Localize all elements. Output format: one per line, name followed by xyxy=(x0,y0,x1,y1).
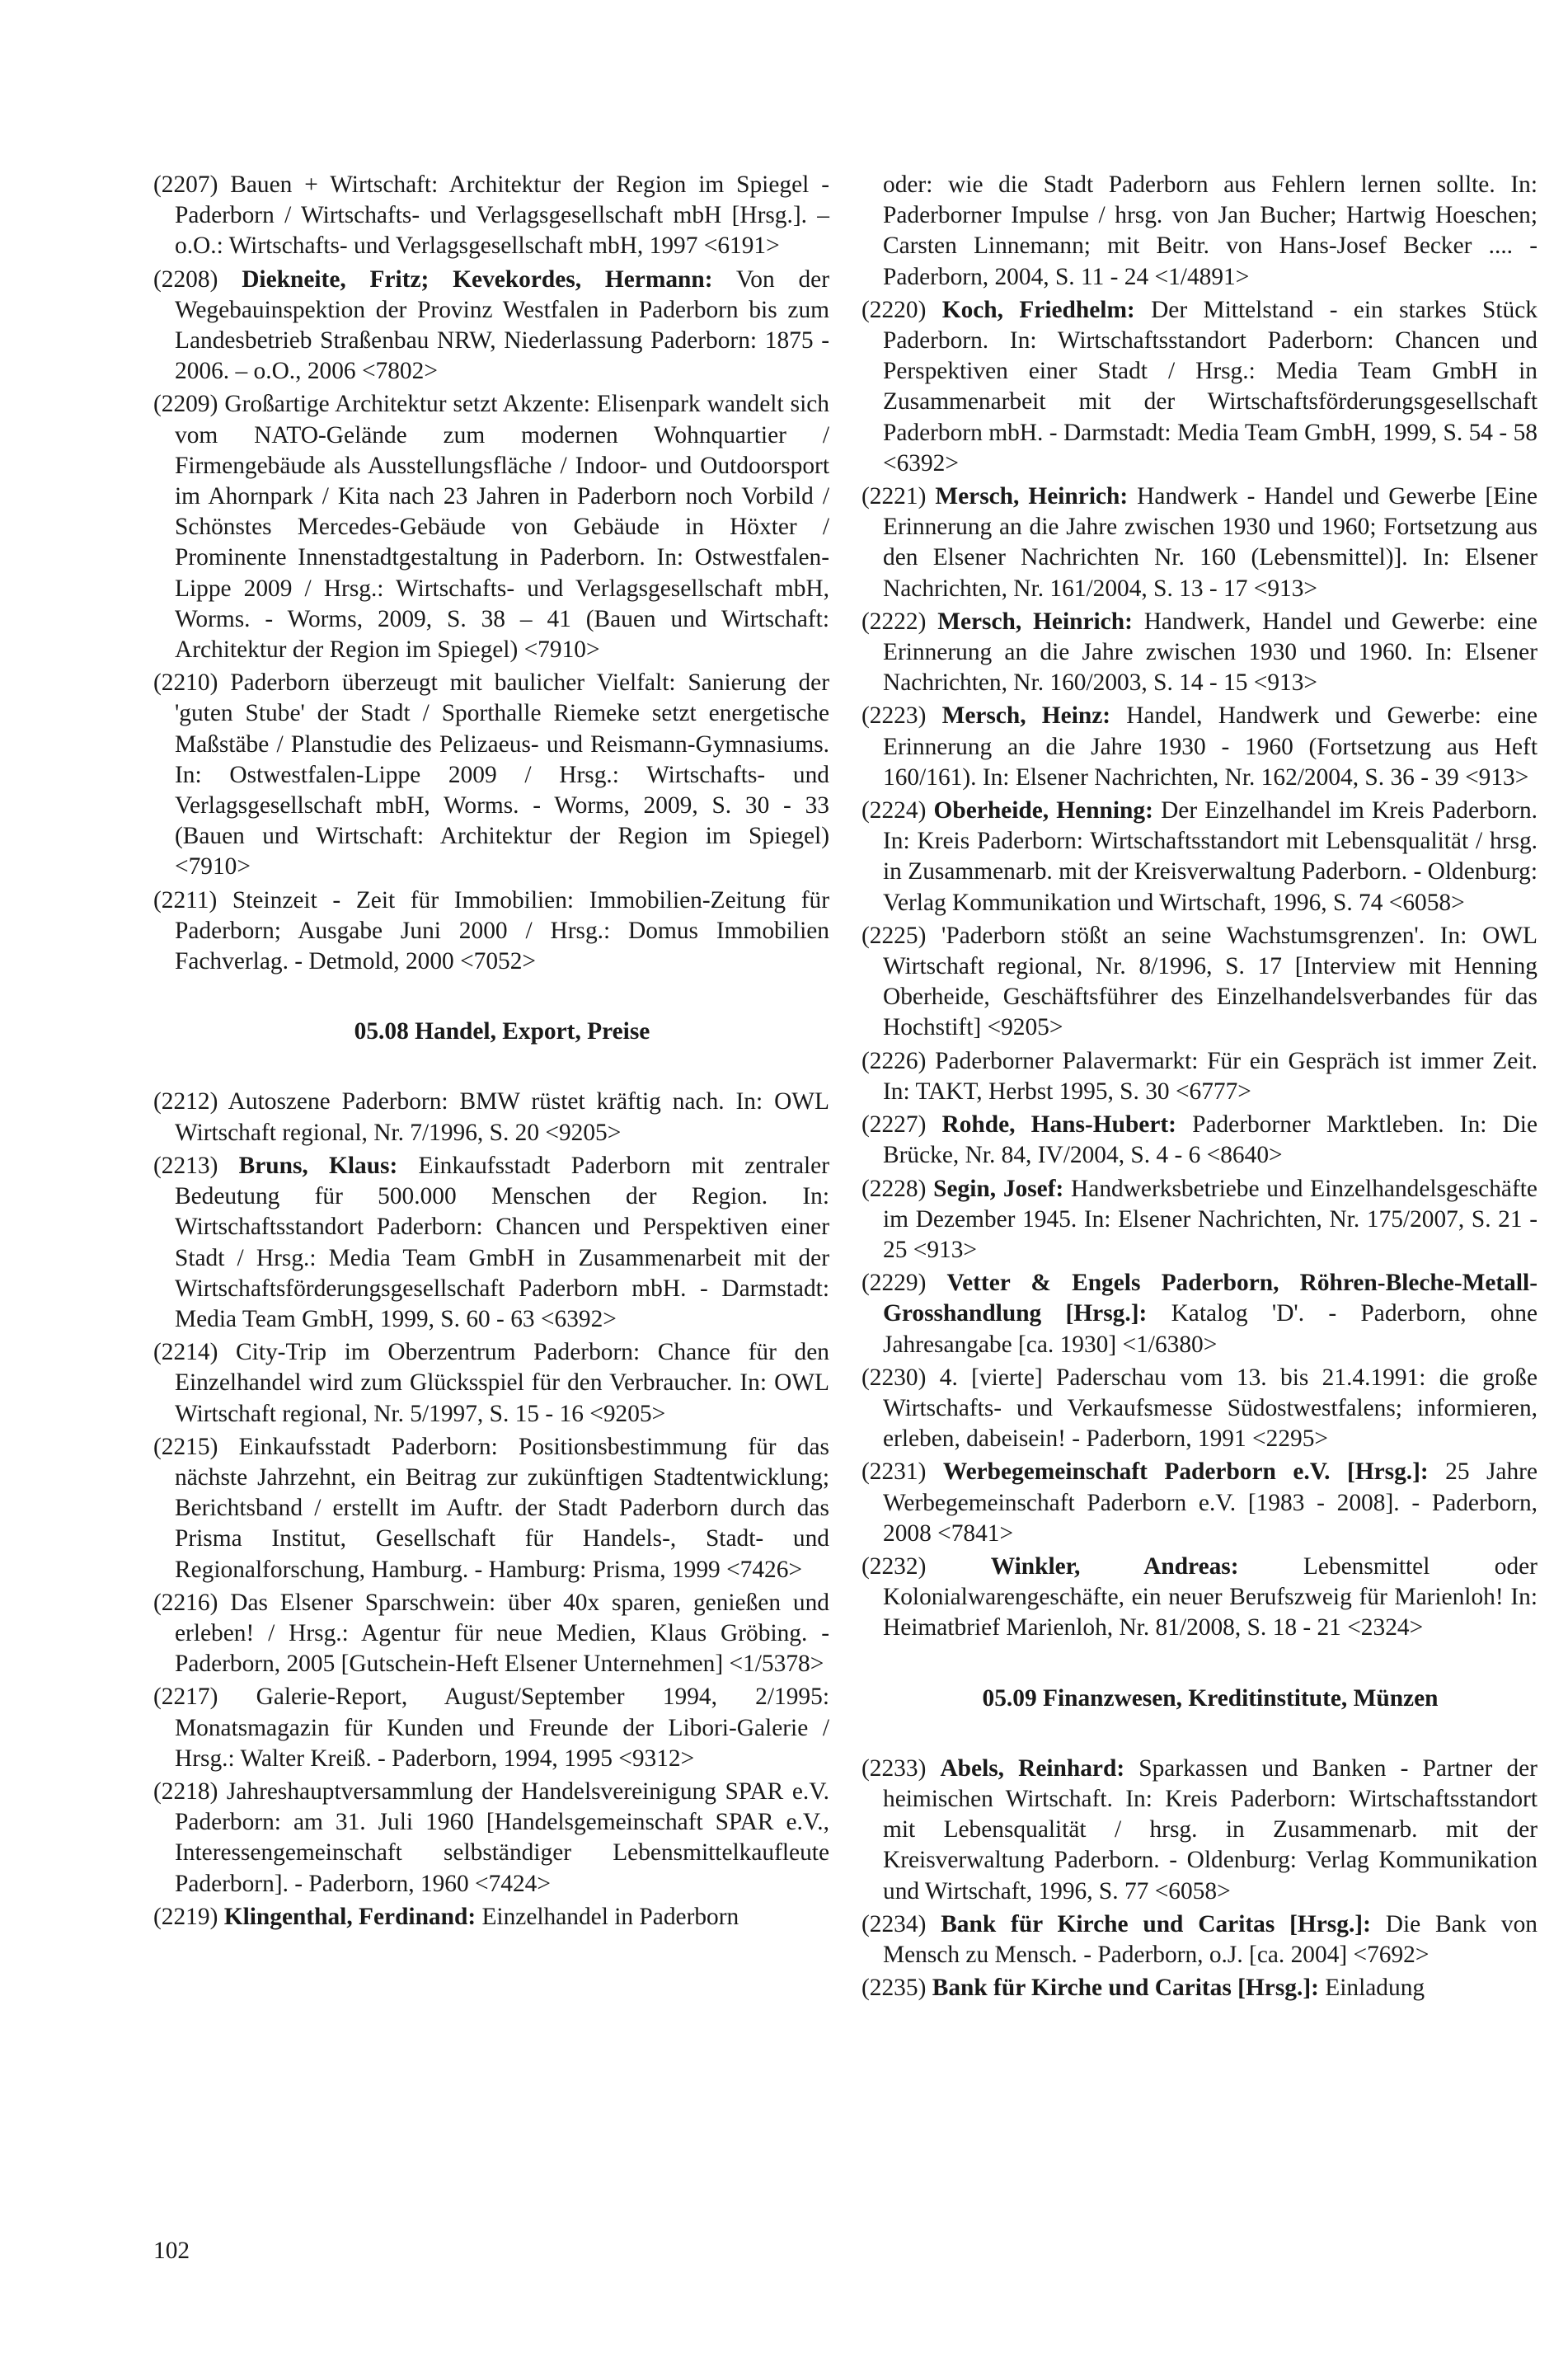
bibliography-entry xyxy=(153,1682,829,1774)
bibliography-entry xyxy=(153,1087,829,1148)
entry-author: Diekneite, Fritz; Kevekordes, Hermann: xyxy=(242,265,713,293)
entry-author: Abels, Reinhard: xyxy=(940,1754,1125,1782)
entry-number: (2209) xyxy=(153,391,218,418)
entry-text: Handel, Handwerk und Gewerbe: eine Erinnerung an die Jahre 1930 - 1960 (Fortsetzung aus Heft 160/161). In: Elsener Nachrichten, Nr. 162/2004, S. 36 - 39 <913> xyxy=(883,702,1537,791)
entry-author: Rohde, Hans-Hubert: xyxy=(941,1111,1176,1139)
bibliography-entry xyxy=(153,885,829,978)
entry-number: (2207) xyxy=(153,171,218,198)
entry-text: Autoszene Paderborn: BMW rüstet kräftig nach. In: OWL Wirtschaft regional, Nr. 7/1996, S. 20 <9205> xyxy=(175,1088,829,1146)
entry-number: (2211) xyxy=(153,886,218,913)
bibliography-entry xyxy=(861,295,1537,479)
entry-text: Jahreshauptversammlung der Handelsvereinigung SPAR e.V. Paderborn: am 31. Juli 1960 [Handelsgemeinschaft SPAR e.V., Interessengemeinschaft selbständiger Lebensmittelkaufleute Paderborn]. - Paderborn, 1960 <7424> xyxy=(175,1778,829,1897)
entry-number: (2222) xyxy=(861,608,927,635)
entry-author: Klingenthal, Ferdinand: xyxy=(223,1903,477,1930)
entry-text: Steinzeit - Zeit für Immobilien: Immobilien-Zeitung für Paderborn; Ausgabe Juni 2000 / Hrsg.: Domus Immobilien Fachverlag. - Detmold, 2000 <7052> xyxy=(175,886,829,975)
entry-number: (2218) xyxy=(153,1778,218,1805)
bibliography-entry xyxy=(153,1432,829,1585)
entry-text: Bauen + Wirtschaft: Architektur der Region im Spiegel - Paderborn / Wirtschafts- und Verlagsgesellschaft mbH [Hrsg.]. – o.O.: Wirtschafts- und Verlagsgesellschaft mbH, 1997 <6191> xyxy=(175,171,829,260)
section-heading-0508: 05.08 Handel, Export, Preise xyxy=(354,1018,650,1045)
bibliography-entry xyxy=(861,701,1537,793)
entry-text: 25 Jahre Werbegemeinschaft Paderborn e.V. [1983 - 2008]. - Paderborn, 2008 <7841> xyxy=(883,1458,1537,1547)
entry-number: (2230) xyxy=(861,1364,927,1391)
bibliography-entry xyxy=(861,1973,1537,2003)
entry-author: Koch, Friedhelm: xyxy=(941,296,1135,323)
entry-number: (2219) xyxy=(153,1903,218,1930)
entry-number: (2227) xyxy=(861,1111,927,1139)
entry-number: (2224) xyxy=(861,797,927,824)
entry-text: Katalog 'D'. - Paderborn, ohne Jahresangabe [ca. 1930] <1/6380> xyxy=(883,1300,1537,1358)
entry-text: Paderborner Palavermarkt: Für ein Gespräch ist immer Zeit. In: TAKT, Herbst 1995, S. 30 <6777> xyxy=(883,1047,1537,1105)
entry-number: (2228) xyxy=(861,1175,927,1202)
bibliography-entry xyxy=(861,1909,1537,1970)
bibliography-entry xyxy=(861,1457,1537,1549)
entry-number: (2221) xyxy=(861,483,927,510)
bibliography-entry xyxy=(153,1337,829,1430)
entry-author: Oberheide, Henning: xyxy=(933,797,1153,824)
entry-continuation: oder: wie die Stadt Paderborn aus Fehlern lernen sollte. In: Paderborner Impulse / hrsg. von Jan Bucher; Hartwig Hoeschen; Carsten Linnemann; mit Beitr. von Hans-Josef Becker .... - Paderborn, 2004, S. 11 - 24 <1/4891> xyxy=(883,171,1537,290)
entry-number: (2208) xyxy=(153,265,218,293)
bibliography-entry xyxy=(861,1174,1537,1266)
bibliography-entry xyxy=(861,1552,1537,1644)
bibliography-entry xyxy=(153,668,829,882)
entry-text: Der Einzelhandel im Kreis Paderborn. In: Kreis Paderborn: Wirtschaftsstandort mit Lebensqualität / hrsg. in Zusammenarb. mit der Kreisverwaltung Paderborn. - Oldenburg: Verlag Kommunikation und Wirtschaft, 1996, S. 74 <6058> xyxy=(883,797,1538,916)
entry-number: (2231) xyxy=(861,1458,927,1486)
entry-text: 4. [vierte] Paderschau vom 13. bis 21.4.1991: die große Wirtschafts- und Verkaufsmesse Südostwestfalens; informieren, erleben, dabeisein! - Paderborn, 1991 <2295> xyxy=(883,1364,1537,1453)
entry-text: Lebensmittel oder Kolonialwarengeschäfte, ein neuer Berufszweig für Marienloh! In: Heimatbrief Marienloh, Nr. 81/2008, S. 18 - 21 <2324> xyxy=(883,1552,1537,1641)
entry-text: Sparkassen und Banken - Partner der heimischen Wirtschaft. In: Kreis Paderborn: Wirtschaftsstandort mit Lebensqualität / hrsg. in Zusammenarb. mit der Kreisverwaltung Paderborn. - Oldenburg: Verlag Kommunikation und Wirtschaft, 1996, S. 77 <6058> xyxy=(883,1754,1537,1904)
entry-author: Winkler, Andreas: xyxy=(990,1552,1239,1580)
entry-author: Werbegemeinschaft Paderborn e.V. [Hrsg.]: xyxy=(942,1458,1429,1486)
entry-number: (2216) xyxy=(153,1589,218,1616)
bibliography-entry xyxy=(861,1754,1537,1907)
bibliography-entry xyxy=(153,1588,829,1680)
bibliography-entry xyxy=(861,1268,1537,1360)
right-entries-finance xyxy=(861,1754,1537,2004)
entry-number: (2234) xyxy=(861,1910,927,1937)
entry-number: (2215) xyxy=(153,1433,218,1460)
entry-text: Einzelhandel in Paderborn xyxy=(481,1903,739,1930)
entry-text: Paderborn überzeugt mit baulicher Vielfalt: Sanierung der 'guten Stube' der Stadt / Sporthalle Riemeke setzt energetische Maßstäbe / Planstudie des Pelizaeus- und Reismann-Gymnasiums. In: Ostwestfalen-Lippe 2009 / Hrsg.: Wirtschafts- und Verlagsgesellschaft mbH, Worms. - Worms, 2009, S. 30 - 33 (Bauen und Wirtschaft: Architektur der Region im Spiegel) <7910> xyxy=(175,669,829,881)
entry-text: Einkaufsstadt Paderborn mit zentraler Bedeutung für 500.000 Menschen der Region. In: Wirtschaftsstandort Paderborn: Chancen und Perspektiven einer Stadt / Hrsg.: Media Team GmbH in Zusammenarbeit mit der Wirtschaftsförderungsgesellschaft Paderborn mbH. - Darmstadt: Media Team GmbH, 1999, S. 60 - 63 <6392> xyxy=(175,1152,830,1332)
entry-number: (2225) xyxy=(861,922,927,949)
bibliography-entry xyxy=(153,389,829,665)
entry-author: Vetter & Engels Paderborn, Röhren-Bleche-Metall-Grosshandlung [Hrsg.]: xyxy=(883,1270,1537,1327)
entry-author: Mersch, Heinrich: xyxy=(935,483,1129,510)
entry-text: Großartige Architektur setzt Akzente: Elisenpark wandelt sich vom NATO-Gelände zum modernen Wohnquartier / Firmengebäude als Ausstellungsfläche / Indoor- und Outdoorsport im Ahornpark / Kita nach 23 Jahren in Paderborn noch Vorbild / Schönstes Mercedes-Gebäude von Gebäude in Höxter / Prominente Innenstadtgestaltung in Paderborn. In: Ostwestfalen-Lippe 2009 / Hrsg.: Wirtschafts- und Verlagsgesellschaft mbH, Worms. - Worms, 2009, S. 38 – 41 (Bauen und Wirtschaft: Architektur der Region im Spiegel) <7910> xyxy=(175,391,829,664)
entry-text: Das Elsener Sparschwein: über 40x sparen, genießen und erleben! / Hrsg.: Agentur für neue Medien, Klaus Gröbing. - Paderborn, 2005 [Gutschein-Heft Elsener Unternehmen] <1/5378> xyxy=(175,1589,829,1678)
left-entries-trade xyxy=(153,1087,829,1932)
right-entries-trade xyxy=(861,295,1537,1644)
bibliography-entry xyxy=(861,921,1537,1044)
entry-number: (2223) xyxy=(861,702,927,730)
entry-number: (2229) xyxy=(861,1270,927,1297)
bibliography-entry xyxy=(861,481,1537,604)
entry-number: (2210) xyxy=(153,669,218,697)
entry-author: Segin, Josef: xyxy=(933,1175,1064,1202)
entry-number: (2213) xyxy=(153,1152,218,1179)
entry-author: Mersch, Heinz: xyxy=(941,702,1111,730)
entry-number: (2233) xyxy=(861,1754,927,1782)
entry-text: City-Trip im Oberzentrum Paderborn: Chance für den Einzelhandel wird zum Glücksspiel für den Verbraucher. In: OWL Wirtschaft regional, Nr. 5/1997, S. 15 - 16 <9205> xyxy=(175,1339,829,1427)
entry-text: 'Paderborn stößt an seine Wachstumsgrenzen'. In: OWL Wirtschaft regional, Nr. 8/1996, S. 17 [Interview mit Henning Oberheide, Geschäftsführer des Einzelhandelsverbandes für das Hochstift] <9205> xyxy=(883,922,1537,1041)
entry-text: Einladung xyxy=(1325,1975,1425,2002)
bibliography-entry xyxy=(861,1363,1537,1455)
entry-number: (2220) xyxy=(861,296,927,323)
page-number: 102 xyxy=(153,2238,190,2264)
bibliography-entry xyxy=(153,1151,829,1335)
entry-text: Galerie-Report, August/September 1994, 2/1995: Monatsmagazin für Kunden und Freunde der Libori-Galerie / Hrsg.: Walter Kreiß. - Paderborn, 1994, 1995 <9312> xyxy=(175,1684,829,1772)
entry-text: Der Mittelstand - ein starkes Stück Paderborn. In: Wirtschaftsstandort Paderborn: Chancen und Perspektiven einer Stadt / Hrsg.: Media Team GmbH in Zusammenarbeit mit der Wirtschaftsförderungsgesellschaft Paderborn mbH. - Darmstadt: Media Team GmbH, 1999, S. 54 - 58 <6392> xyxy=(883,296,1537,477)
bibliography-entry xyxy=(153,170,829,262)
bibliography-entry xyxy=(861,607,1537,699)
bibliography-entry xyxy=(153,1902,829,1933)
entry-text: Einkaufsstadt Paderborn: Positionsbestimmung für das nächste Jahrzehnt, ein Beitrag zur zukünftigen Stadtentwicklung; Berichtsband / erstellt im Auftr. der Stadt Paderborn durch das Prisma Institut, Gesellschaft für Handels-, Stadt- und Regionalforschung, Hamburg. - Hamburg: Prisma, 1999 <7426> xyxy=(175,1433,829,1583)
entry-number: (2226) xyxy=(861,1047,927,1074)
entry-text: Handwerk - Handel und Gewerbe [Eine Erinnerung an die Jahre zwischen 1930 und 1960; Fortsetzung aus den Elsener Nachrichten Nr. 160 (Lebensmittel)]. In: Elsener Nachrichten, Nr. 161/2004, S. 13 - 17 <913> xyxy=(883,483,1537,602)
left-entries-architecture xyxy=(153,170,829,977)
entry-number: (2214) xyxy=(153,1339,218,1366)
bibliography-entry xyxy=(861,796,1537,918)
entry-text: Handwerksbetriebe und Einzelhandelsgeschäfte im Dezember 1945. In: Elsener Nachrichten, Nr. 175/2007, S. 21 - 25 <913> xyxy=(883,1175,1537,1263)
bibliography-entry xyxy=(861,1110,1537,1171)
entry-number: (2232) xyxy=(861,1552,927,1580)
entry-number: (2217) xyxy=(153,1684,218,1711)
bibliography-entry xyxy=(153,265,829,387)
entry-author: Bank für Kirche und Caritas [Hrsg.]: xyxy=(941,1910,1371,1937)
entry-text: Paderborner Marktleben. In: Die Brücke, Nr. 84, IV/2004, S. 4 - 6 <8640> xyxy=(883,1111,1537,1169)
bibliography-entry xyxy=(153,1777,829,1900)
section-heading-0509: 05.09 Finanzwesen, Kreditinstitute, Münzen xyxy=(982,1684,1439,1712)
entry-author: Mersch, Heinrich: xyxy=(937,608,1133,635)
bibliography-entry xyxy=(861,1046,1537,1107)
entry-text: Die Bank von Mensch zu Mensch. - Paderborn, o.J. [ca. 2004] <7692> xyxy=(883,1910,1537,1968)
entry-number: (2235) xyxy=(861,1975,927,2002)
entry-author: Bruns, Klaus: xyxy=(238,1152,398,1179)
entry-author: Bank für Kirche und Caritas [Hrsg.]: xyxy=(932,1975,1319,2002)
left-column xyxy=(153,170,829,1935)
entry-text: Handwerk, Handel und Gewerbe: eine Erinnerung an die Jahre zwischen 1930 und 1960. In: Elsener Nachrichten, Nr. 160/2003, S. 14 - 15 <913> xyxy=(883,608,1537,697)
right-column xyxy=(861,170,1537,2006)
entry-text: Von der Wegebauinspektion der Provinz Westfalen in Paderborn bis zum Landesbetrieb Straßenbau NRW, Niederlassung Paderborn: 1875 - 2006. – o.O., 2006 <7802> xyxy=(175,265,830,385)
entry-number: (2212) xyxy=(153,1088,218,1115)
